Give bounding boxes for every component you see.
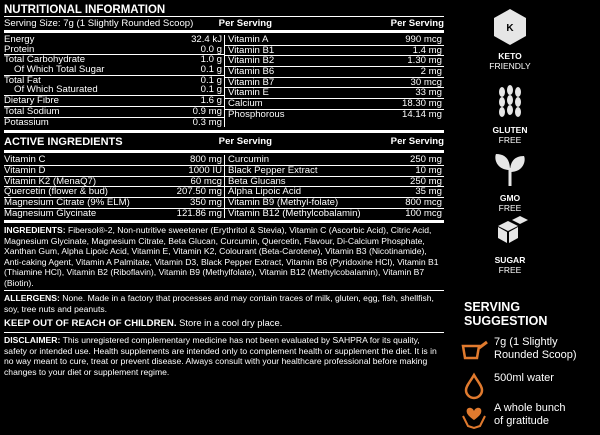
nutrient-row: [4, 106, 224, 117]
gmo-free-badge: [480, 150, 540, 213]
nutrient-value: 32.4 kJ: [191, 34, 222, 45]
active-name: Quercetin (flower & bud): [4, 187, 108, 197]
active-name: Black Pepper Extract: [228, 165, 318, 176]
per-serving-header-right: Per Serving: [390, 136, 444, 148]
nutrient-value: 18.30 mg: [401, 98, 442, 110]
badge-line1: KETO: [498, 51, 522, 61]
active-value: 250 mg: [410, 175, 442, 187]
nutrient-name: Vitamin B2: [228, 56, 275, 67]
active-row: [4, 155, 224, 165]
nutrient-name: Total Carbohydrate: [4, 55, 86, 66]
nutrient-name: Vitamin B7: [228, 77, 275, 88]
disclaimer-text: [4, 335, 444, 377]
active-row: [225, 208, 444, 219]
serving-size-row: [4, 17, 444, 30]
serving-item-scoop: [460, 336, 577, 364]
serving-title-line1: SERVING: [464, 300, 521, 314]
nutrient-row: [225, 66, 444, 77]
disclaimer-body: This unregistered complementary medicine has not been evaluated by SAHPRA for its quality, safety or intended use. Health supplements are intended only to complement health or supplement the diet. It is in no way meant to cure, treat or prevent disease. Always consult with your healthcare professional before making changes to your diet or supplement regime.: [4, 335, 437, 377]
heart-hands-icon: [460, 402, 488, 430]
active-name: Alpha Lipoic Acid: [228, 187, 302, 197]
active-name: Vitamin K2 (MenaQ7): [4, 176, 97, 187]
nutrient-row: [4, 65, 224, 75]
active-name: Curcumin: [228, 155, 270, 165]
active-row: [4, 208, 224, 219]
nutrient-name: Vitamin B1: [228, 45, 275, 56]
serving-item-line2: Rounded Scoop): [494, 349, 577, 361]
nutrient-value: 14.14 mg: [401, 108, 442, 120]
active-value: 207.50 mg: [176, 186, 222, 198]
keep-out-text: [4, 317, 444, 330]
nutrient-row: [4, 75, 224, 86]
active-value: 800 mcg: [405, 196, 442, 208]
active-value: 800 mg: [190, 154, 222, 166]
wheat-icon: [490, 82, 530, 122]
badge-line1: SUGAR: [494, 255, 526, 265]
nutrient-value: 0.9 mg: [192, 105, 222, 117]
active-name: Vitamin B12 (Methylcobalamin): [228, 208, 361, 219]
per-serving-header-left: Per Serving: [218, 18, 272, 29]
nutrient-row: [225, 87, 444, 98]
nutrient-name: Potassium: [4, 117, 49, 128]
nutrient-name: Total Fat: [4, 75, 41, 86]
nutrient-row: [225, 109, 444, 120]
badge-line1: GLUTEN: [492, 125, 528, 135]
active-name: Magnesium Citrate (9% ELM): [4, 197, 130, 208]
nutrition-title: NUTRITIONAL INFORMATION: [4, 4, 166, 16]
nutrient-row: [4, 45, 224, 55]
scoop-icon: [460, 336, 488, 364]
active-row: [4, 197, 224, 208]
active-right-column: [224, 155, 444, 218]
nutrient-value: 0.1 g: [200, 64, 222, 76]
sugar-free-badge: [480, 212, 540, 275]
nutrition-table: [4, 35, 444, 127]
serving-item-gratitude: [460, 402, 566, 430]
active-left-column: [4, 155, 224, 218]
nutrient-value: 0.1 g: [200, 84, 222, 96]
active-name: Vitamin D: [4, 165, 46, 176]
nutrient-name: Phosphorous: [228, 109, 285, 120]
serving-suggestion-title: [464, 300, 547, 328]
active-row: [225, 197, 444, 208]
nutrient-value: 33 mg: [415, 87, 442, 99]
gluten-free-badge: [480, 82, 540, 145]
nutrient-name: Vitamin E: [228, 88, 269, 99]
allergens-label: ALLERGENS:: [4, 293, 60, 304]
nutrient-name: Energy: [4, 35, 35, 45]
nutrient-value: 1.30 mg: [407, 55, 442, 67]
allergens-text: [4, 293, 444, 314]
nutrient-name: Vitamin B6: [228, 67, 275, 77]
active-value: 250 mg: [410, 154, 442, 166]
active-value: 1000 IU: [188, 164, 222, 176]
active-row: [4, 176, 224, 187]
nutrition-panel: [4, 0, 444, 377]
serving-size: Serving Size: 7g (1 Slightly Rounded Scoop): [4, 18, 194, 29]
active-ingredients-table: [4, 155, 444, 218]
water-drop-icon: [460, 372, 488, 400]
active-row: [225, 165, 444, 176]
nutrient-value: 0.1 g: [200, 74, 222, 86]
active-name: Vitamin C: [4, 155, 46, 165]
per-serving-header-right: Per Serving: [390, 18, 444, 29]
nutrient-row: [4, 54, 224, 65]
active-row: [4, 186, 224, 197]
active-name: Beta Glucans: [228, 176, 286, 187]
badge-line2: FREE: [498, 135, 522, 145]
ingredients-list: Fibersol®-2, Non-nutritive sweetener (Erythritol & Stevia), Vitamin C (Ascorbic Acid), Citric Acid, Magnesium Glycinate, Magnesium Citrate, Beta Glucan, Curcumin, Quercetin, Flavour, Di-Calcium Phosphate, Xanthan Gum, Alpha Lipoic Acid, Vitamin E, Vitamin K2, Colourant (Beta-Carotene), Vitamin B3 (Nicotinamide), Anti-caking Agent, Vitamin A Palmitate, Vitamin D3, Black Pepper Extract, Vitamin B6 (Pyridoxine HCl), Vitamin B1 (Thiamine HCl), Vitamin B2 (Riboflavin), Vitamin B9 (Methylfolate), Vitamin B12 (Methylcobalamin), Vitamin B7 (Biotin).: [4, 225, 439, 288]
serving-item-line1: A whole bunch: [494, 402, 566, 414]
nutrient-value: 1.4 mg: [412, 44, 442, 56]
nutrition-left-column: [4, 35, 224, 127]
nutrient-row: [225, 55, 444, 66]
nutrient-name: Calcium: [228, 99, 263, 109]
nutrient-value: 0.0 g: [200, 43, 222, 55]
allergens-body: None. Made in a factory that processes and may contain traces of milk, gluten, egg, fish, shellfish, soy, tree nuts and peanuts.: [4, 293, 434, 314]
nutrient-value: 990 mcg: [405, 34, 442, 45]
active-value: 10 mg: [415, 164, 442, 176]
active-row: [225, 155, 444, 165]
nutrient-name: Of Which Saturated: [14, 85, 98, 96]
active-value: 121.86 mg: [176, 207, 222, 219]
serving-item-text: [494, 372, 554, 385]
active-row: [225, 186, 444, 197]
nutrient-row: [225, 77, 444, 88]
active-value: 100 mcg: [405, 207, 442, 219]
nutrient-row: [225, 45, 444, 56]
nutrient-value: 1.6 g: [200, 95, 222, 107]
active-row: [4, 165, 224, 176]
active-name: Magnesium Glycinate: [4, 208, 97, 219]
nutrient-name: Protein: [4, 44, 35, 55]
badge-line2: FREE: [498, 203, 522, 213]
badge-line2: FRIENDLY: [489, 61, 531, 71]
nutrient-name: Dietary Fibre: [4, 96, 59, 106]
nutrient-value: 1.0 g: [200, 54, 222, 66]
nutrient-row: [4, 35, 224, 45]
nutrient-value: 2 mg: [420, 66, 442, 78]
badge-line1: GMO: [499, 193, 521, 203]
nutrient-value: 0.3 mg: [192, 116, 222, 128]
keto-badge: [480, 6, 540, 71]
nutrient-value: 30 mcg: [410, 76, 442, 88]
active-row: [225, 176, 444, 187]
svg-text:K: K: [506, 23, 514, 34]
nutrition-right-column: [224, 35, 444, 127]
storage-note: Store in a cool dry place.: [176, 317, 283, 329]
disclaimer-label: DISCLAIMER:: [4, 335, 61, 346]
leaf-icon: [490, 150, 530, 190]
per-serving-header-left: Per Serving: [218, 136, 272, 148]
active-value: 60 mcg: [190, 175, 222, 187]
active-ingredients-header: [4, 133, 444, 150]
badge-line2: FREE: [498, 265, 522, 275]
nutrient-row: [4, 95, 224, 106]
nutrient-row: [4, 117, 224, 128]
nutrient-row: [225, 35, 444, 45]
serving-item-line2: of gratitude: [494, 415, 550, 427]
nutrient-row: [225, 98, 444, 109]
keto-icon: [489, 6, 531, 48]
serving-item-water: [460, 372, 554, 400]
ingredients-label: INGREDIENTS:: [4, 225, 66, 236]
serving-item-line1: 7g (1 Slightly: [494, 336, 558, 348]
nutrient-name: Total Sodium: [4, 106, 60, 117]
serving-item-text: [494, 402, 566, 428]
serving-title-line2: SUGGESTION: [464, 314, 548, 328]
serving-item-line1: 500ml water: [494, 372, 554, 384]
keep-out-label: KEEP OUT OF REACH OF CHILDREN.: [4, 318, 177, 330]
ingredients-text: [4, 225, 444, 288]
active-ingredients-title: ACTIVE INGREDIENTS: [4, 135, 123, 148]
active-value: 35 mg: [415, 186, 442, 198]
serving-item-text: [494, 336, 577, 362]
nutrient-name: Vitamin A: [228, 35, 269, 45]
active-value: 350 mg: [190, 196, 222, 208]
nutrient-name: Of Which Total Sugar: [14, 65, 105, 75]
nutrient-row: [4, 85, 224, 95]
sugar-cube-icon: [490, 212, 530, 252]
active-name: Vitamin B9 (Methyl-folate): [228, 197, 339, 208]
